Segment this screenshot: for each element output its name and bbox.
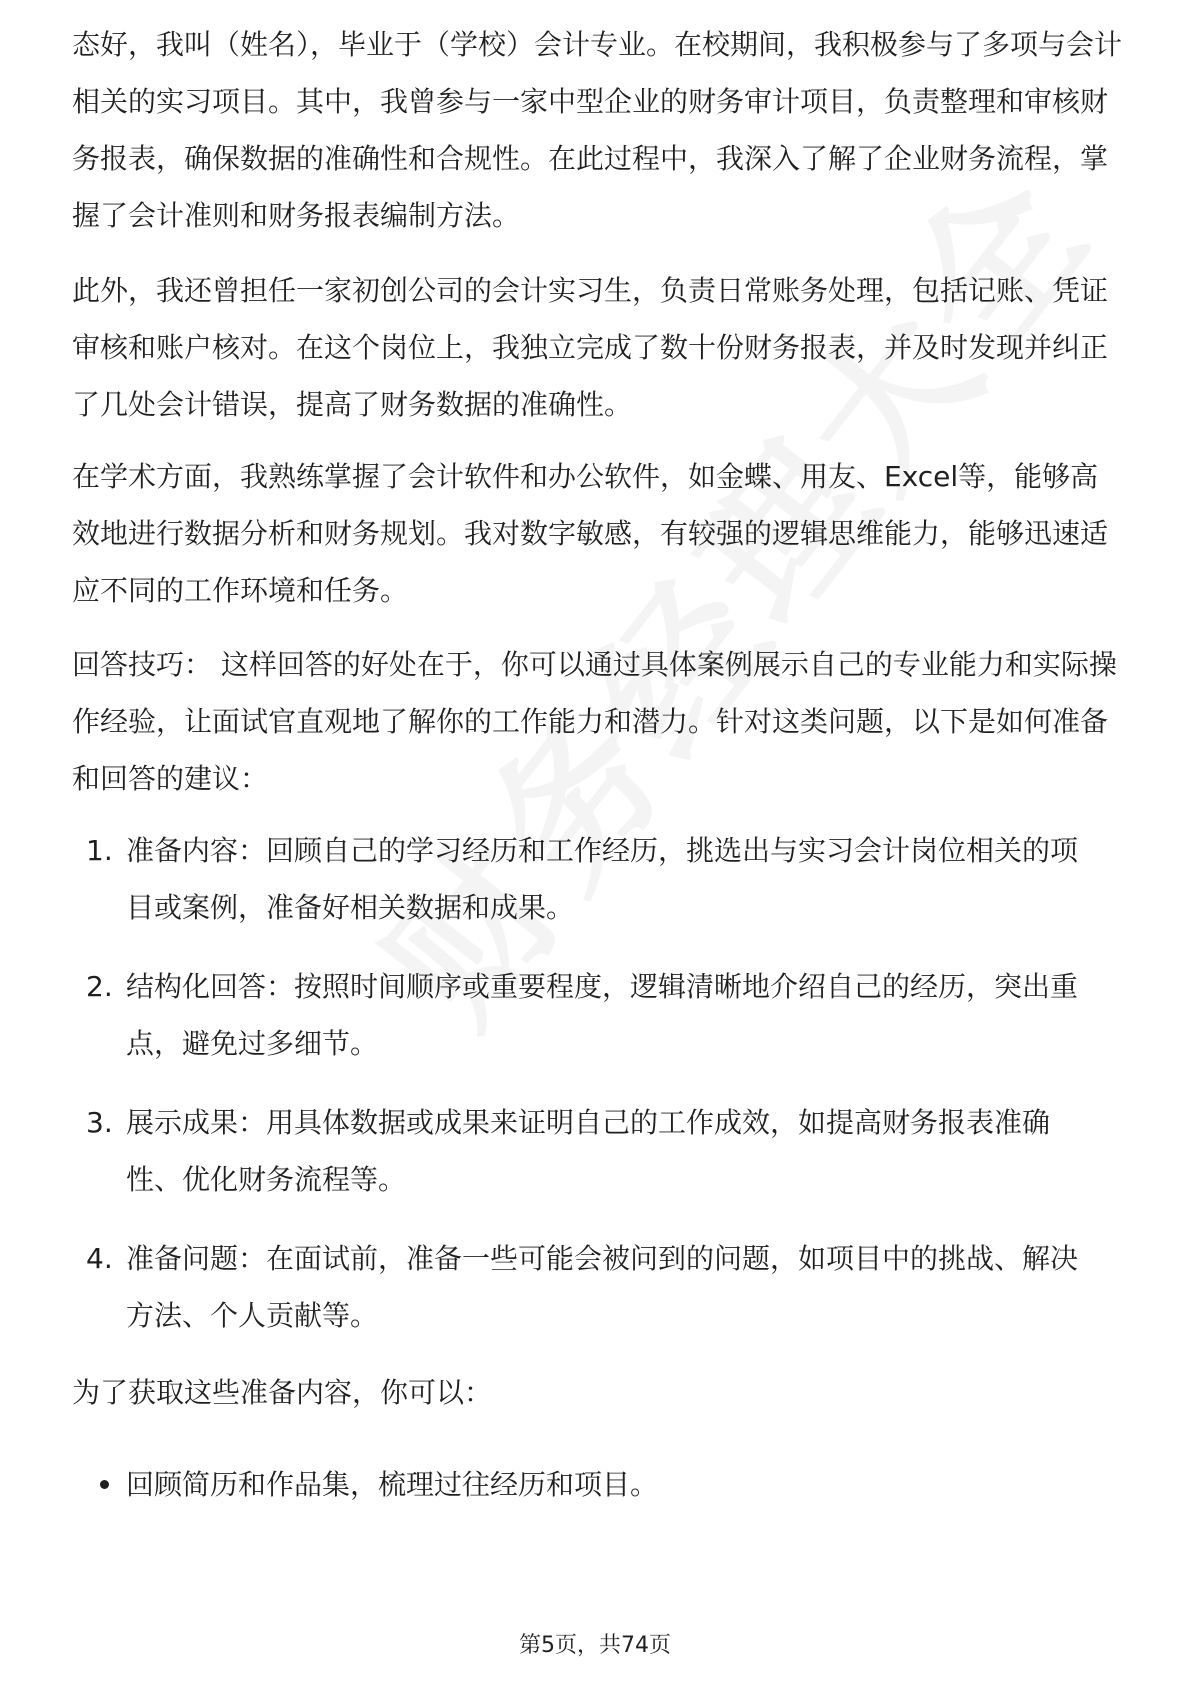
list-text: 准备问题：在面试前，准备一些可能会被问到的问题，如项目中的挑战、解决方法、个人贡献等。 — [126, 1242, 1079, 1332]
page-number-footer: 第5页，共74页 — [519, 1633, 671, 1658]
list-number: 4. — [86, 1242, 113, 1275]
list-number: 3. — [86, 1106, 113, 1139]
paragraph-preparation: 为了获取这些准备内容，你可以： — [72, 1376, 493, 1409]
list-text: 结构化回答：按照时间顺序或重要程度，逻辑清晰地介绍自己的经历，突出重点，避免过多细节。 — [126, 970, 1079, 1060]
list-number: 1. — [86, 834, 113, 867]
list-text: 回顾简历和作品集，梳理过往经历和项目。 — [126, 1468, 659, 1501]
paragraph-academics: 在学术方面，我熟练掌握了会计软件和办公软件，如金蝶、用友、Excel等，能够高效地进行数据分析和财务规划。我对数字敏感，有较强的逻辑思维能力，能够迅速适应不同的工作环境和任务。 — [72, 460, 1109, 607]
paragraph-intro: 态好，我叫（姓名），毕业于（学校）会计专业。在校期间，我积极参与了多项与会计相关的实习项目。其中，我曾参与一家中型企业的财务审计项目，负责整理和审核财务报表，确保数据的准确性和合规性。在此过程中，我深入了解了企业财务流程，掌握了会计准则和财务报表编制方法。 — [72, 28, 1122, 232]
paragraph-answer-tips: 回答技巧： 这样回答的好处在于，你可以通过具体案例展示自己的专业能力和实际操作经验，让面试官直观地了解你的工作能力和潜力。针对这类问题，以下是如何准备和回答的建议： — [72, 648, 1117, 795]
list-number: 2. — [86, 970, 113, 1003]
list-text: 准备内容：回顾自己的学习经历和工作经历，挑选出与实习会计岗位相关的项目或案例，准备好相关数据和成果。 — [126, 834, 1079, 924]
list-text: 展示成果：用具体数据或成果来证明自己的工作成效，如提高财务报表准确性、优化财务流程等。 — [126, 1106, 1051, 1196]
paragraph-internship: 此外，我还曾担任一家初创公司的会计实习生，负责日常账务处理，包括记账、凭证审核和账户核对。在这个岗位上，我独立完成了数十份财务报表，并及时发现并纠正了几处会计错误，提高了财务数据的准确性。 — [72, 274, 1109, 421]
bullet-icon — [100, 1480, 109, 1489]
